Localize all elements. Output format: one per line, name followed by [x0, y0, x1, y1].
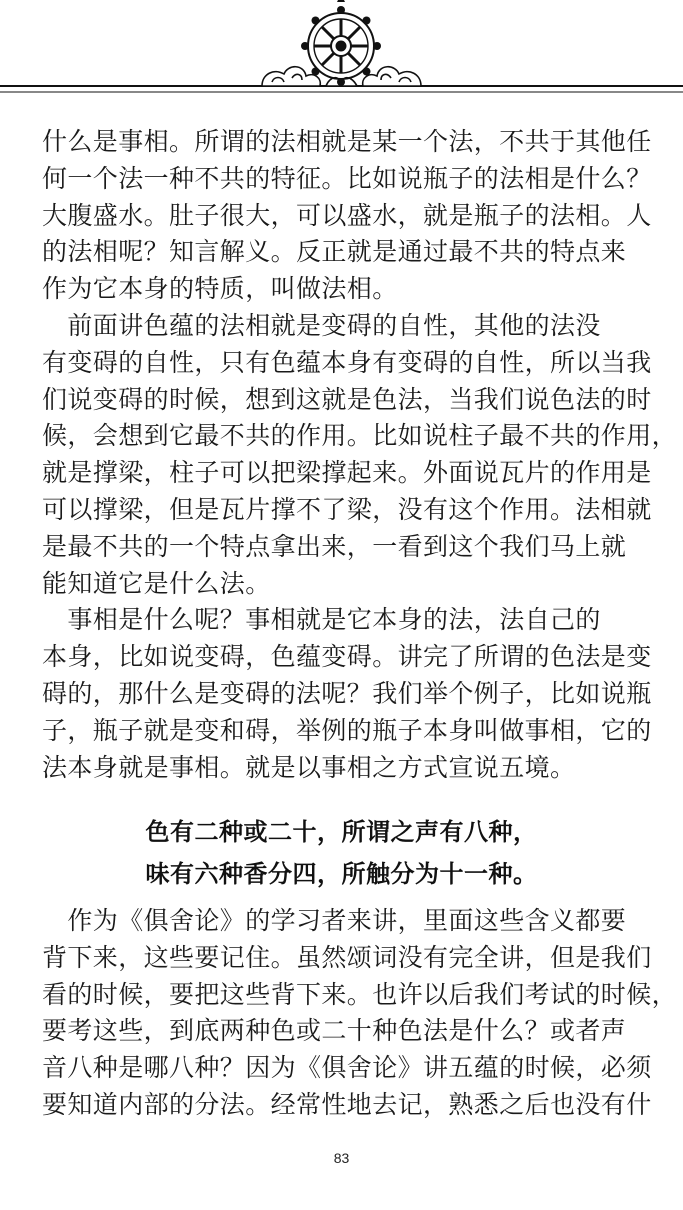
text-line: 音八种是哪八种？因为《俱舍论》讲五蕴的时候，必须 [42, 1053, 652, 1083]
paragraph-4 [42, 903, 678, 1124]
text-line: 看的时候，要把这些背下来。也许以后我们考试的时候， [42, 979, 678, 1009]
text-line: 要知道内部的分法。经常性地去记，熟悉之后也没有什 [42, 1089, 652, 1119]
text-line: 作为它本身的特质，叫做法相。 [42, 274, 398, 304]
body-text [42, 124, 678, 786]
text-line: 什么是事相。所谓的法相就是某一个法，不共于其他任 [42, 127, 652, 156]
dharma-wheel-icon [0, 0, 683, 110]
text-line: 能知道它是什么法。 [42, 568, 271, 598]
text-line: 有变碍的自性，只有色蕴本身有变碍的自性，所以当我 [42, 347, 652, 377]
text-line: 事相是什么呢？事相就是它本身的法，法自己的 [42, 605, 601, 635]
text-line: 的法相呢？知言解义。反正就是通过最不共的特点来 [42, 237, 627, 267]
text-line: 候，会想到它最不共的作用。比如说柱子最不共的作用， [42, 421, 678, 451]
text-line: 们说变碍的时候，想到这就是色法，当我们说色法的时 [42, 384, 652, 414]
text-line: 背下来，这些要记住。虽然颂词没有完全讲，但是我们 [42, 942, 652, 972]
page-number: 83 [333, 1150, 350, 1166]
text-line: 可以撑梁，但是瓦片撑不了梁，没有这个作用。法相就 [42, 494, 652, 524]
text-line: 大腹盛水。肚子很大，可以盛水，就是瓶子的法相。人 [42, 200, 652, 230]
page-header-ornament [0, 0, 683, 110]
text-line: 要考这些，到底两种色或二十种色法是什么？或者声 [42, 1016, 627, 1046]
text-line: 前面讲色蕴的法相就是变碍的自性，其他的法没 [42, 310, 601, 340]
verse-line-1: 色有二种或二十，所谓之声有八种， [145, 818, 538, 846]
text-line: 就是撑梁，柱子可以把梁撑起来。外面说瓦片的作用是 [42, 458, 652, 488]
paragraph-2 [42, 308, 678, 602]
text-line: 是最不共的一个特点拿出来，一看到这个我们马上就 [42, 531, 627, 561]
paragraph-1 [42, 124, 652, 308]
text-line: 子，瓶子就是变和碍，举例的瓶子本身叫做事相，它的 [42, 715, 652, 745]
text-line: 本身，比如说变碍，色蕴变碍。讲完了所谓的色法是变 [42, 642, 652, 672]
text-line: 碍的，那什么是变碍的法呢？我们举个例子，比如说瓶 [42, 678, 652, 708]
text-line: 作为《俱舍论》的学习者来讲，里面这些含义都要 [42, 906, 627, 935]
text-line: 何一个法一种不共的特征。比如说瓶子的法相是什么？ [42, 163, 652, 193]
paragraph-3 [42, 602, 652, 786]
verse-line-2: 味有六种香分四，所触分为十一种。 [145, 860, 538, 888]
text-line: 法本身就是事相。就是以事相之方式宣说五境。 [42, 752, 576, 782]
